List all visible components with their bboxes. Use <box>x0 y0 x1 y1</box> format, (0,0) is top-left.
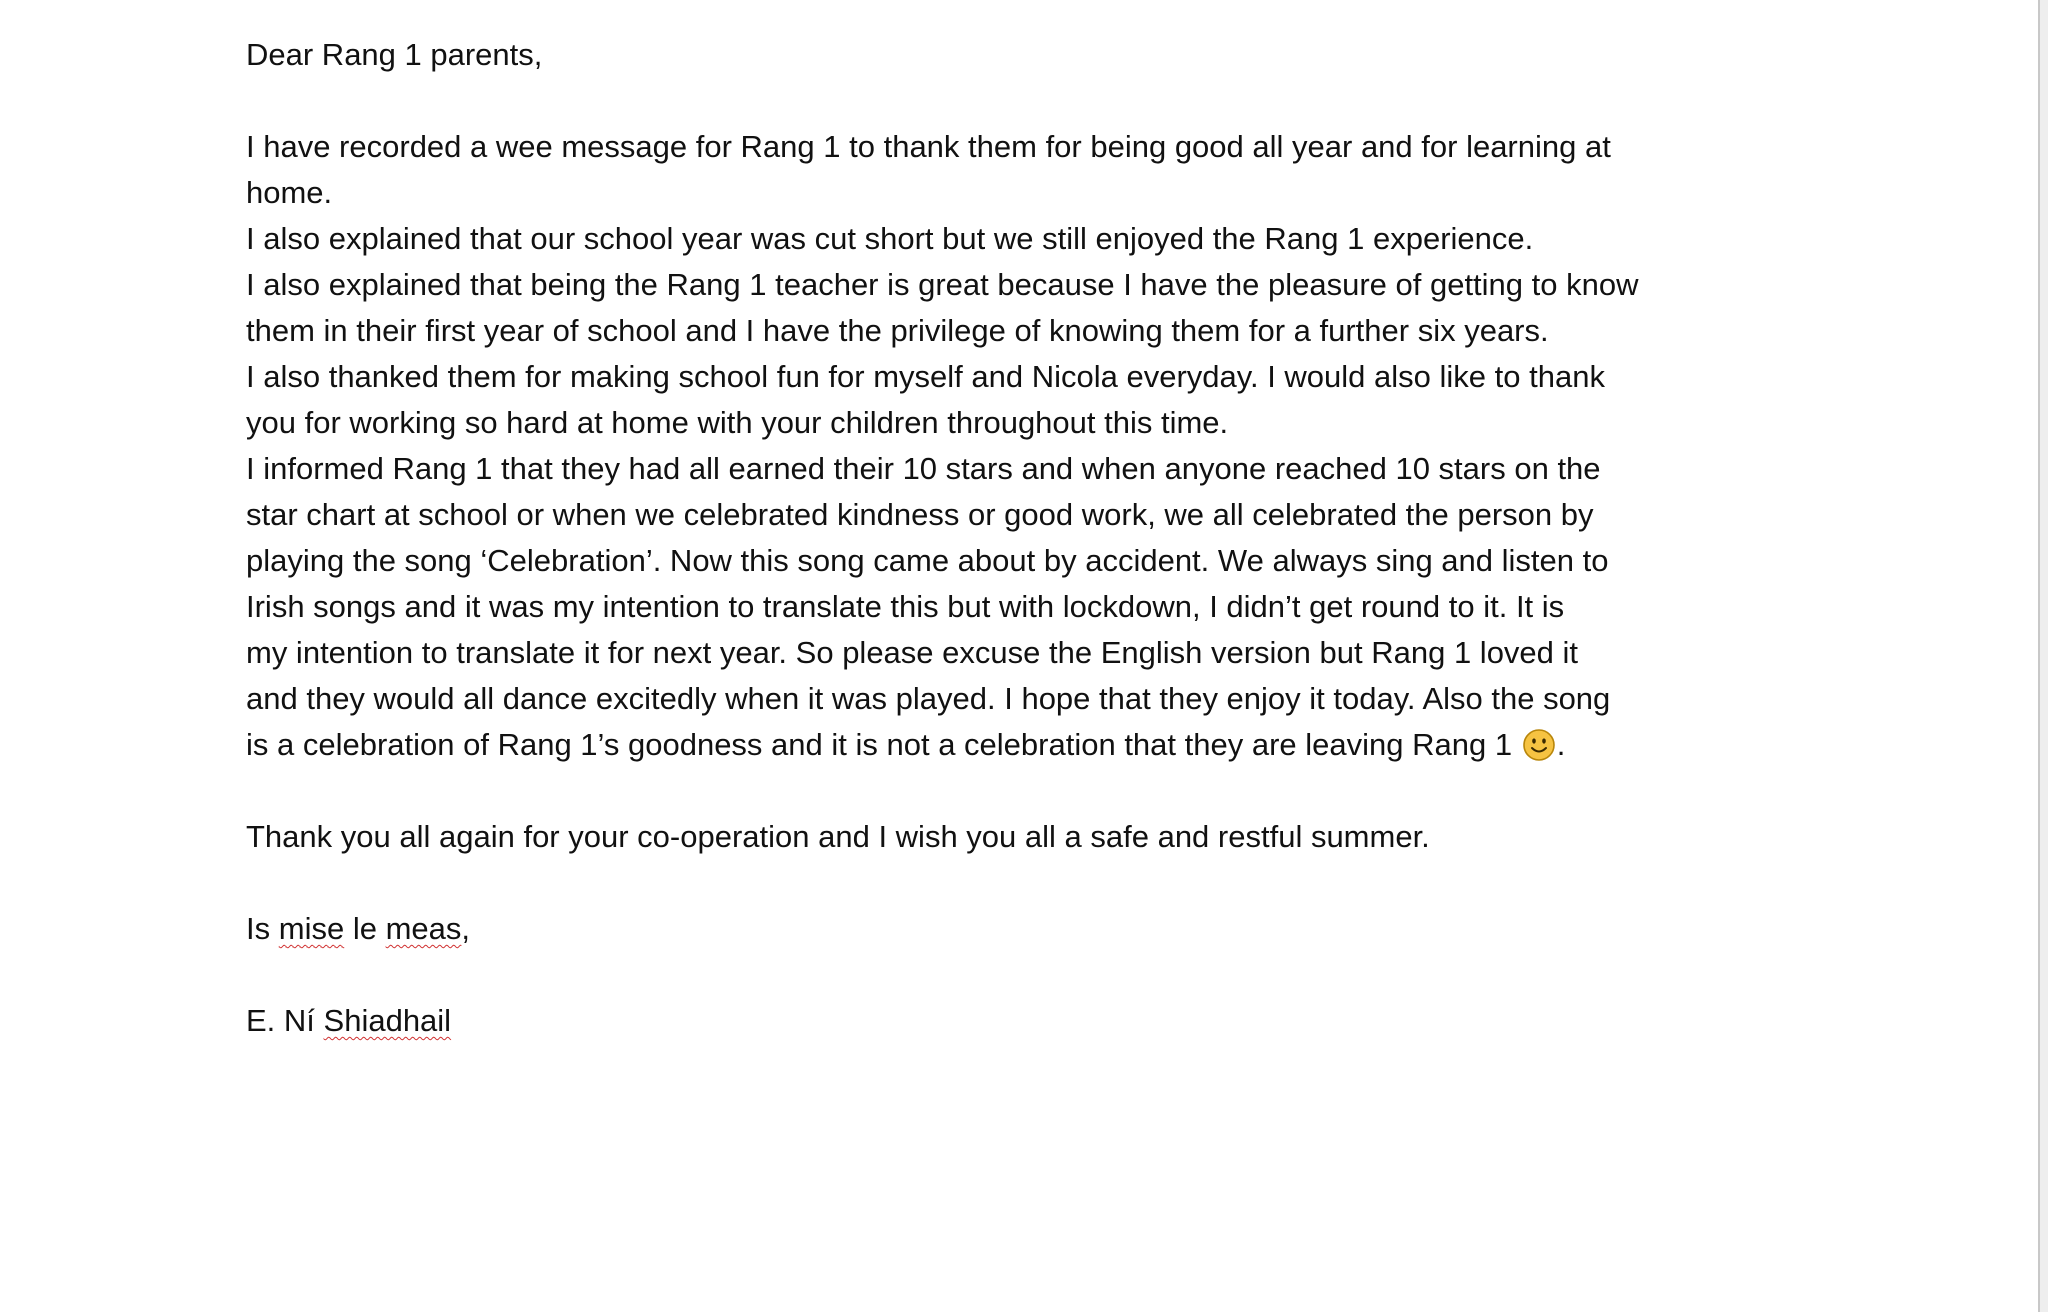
signature-initial: E. Ní <box>246 1003 315 1038</box>
body-line-4: I also explained that being the Rang 1 teacher is great because I have the pleasure of getting to know <box>246 267 1639 302</box>
body-line-7: you for working so hard at home with your children throughout this time. <box>246 405 1229 440</box>
body-line-11: Irish songs and it was my intention to translate this but with lockdown, I didn’t get round to it. It is <box>246 589 1565 624</box>
body-line-10: playing the song ‘Celebration’. Now this song came about by accident. We always sing and listen to <box>246 543 1609 578</box>
signature-surname[interactable]: Shiadhail <box>323 1003 452 1038</box>
body-line-12: my intention to translate it for next year. So please excuse the English version but Rang 1 loved it <box>246 635 1579 670</box>
body-line-3: I also explained that our school year was cut short but we still enjoyed the Rang 1 experience. <box>246 221 1534 256</box>
greeting-line: Dear Rang 1 parents, <box>246 37 543 72</box>
body-line-1: I have recorded a wee message for Rang 1 to thank them for being good all year and for learning at <box>246 129 1611 164</box>
signoff-punct: , <box>461 911 471 946</box>
signoff-word-is: Is <box>246 911 271 946</box>
body-line-13: and they would all dance excitedly when it was played. I hope that they enjoy it today. Also the song <box>246 681 1611 716</box>
blank-line <box>246 768 1806 814</box>
letter-body[interactable] <box>246 32 1806 1044</box>
body-line-6: I also thanked them for making school fun for myself and Nicola everyday. I would also like to thank <box>246 359 1605 394</box>
body-line-8: I informed Rang 1 that they had all earned their 10 stars and when anyone reached 10 stars on the <box>246 451 1601 486</box>
body-line-14-end: . <box>1556 727 1566 762</box>
body-line-14-text: is a celebration of Rang 1’s goodness and it is not a celebration that they are leaving Rang 1 <box>246 727 1513 762</box>
smiley-face-icon <box>1522 728 1556 762</box>
signoff-line <box>246 906 1806 952</box>
signoff-word-le: le <box>352 911 377 946</box>
signoff-word-mise[interactable]: mise <box>278 911 345 946</box>
body-line-2: home. <box>246 175 333 210</box>
signature-line <box>246 998 1806 1044</box>
blank-line <box>246 78 1806 124</box>
closing-paragraph: Thank you all again for your co-operation and I wish you all a safe and restful summer. <box>246 819 1430 854</box>
body-line-5: them in their first year of school and I have the privilege of knowing them for a further six years. <box>246 313 1549 348</box>
body-line-9: star chart at school or when we celebrated kindness or good work, we all celebrated the person by <box>246 497 1594 532</box>
blank-line <box>246 952 1806 998</box>
blank-line <box>246 860 1806 906</box>
page-shadow <box>2040 0 2048 1312</box>
body-line-14 <box>246 722 1806 768</box>
signoff-word-meas[interactable]: meas <box>385 911 462 946</box>
